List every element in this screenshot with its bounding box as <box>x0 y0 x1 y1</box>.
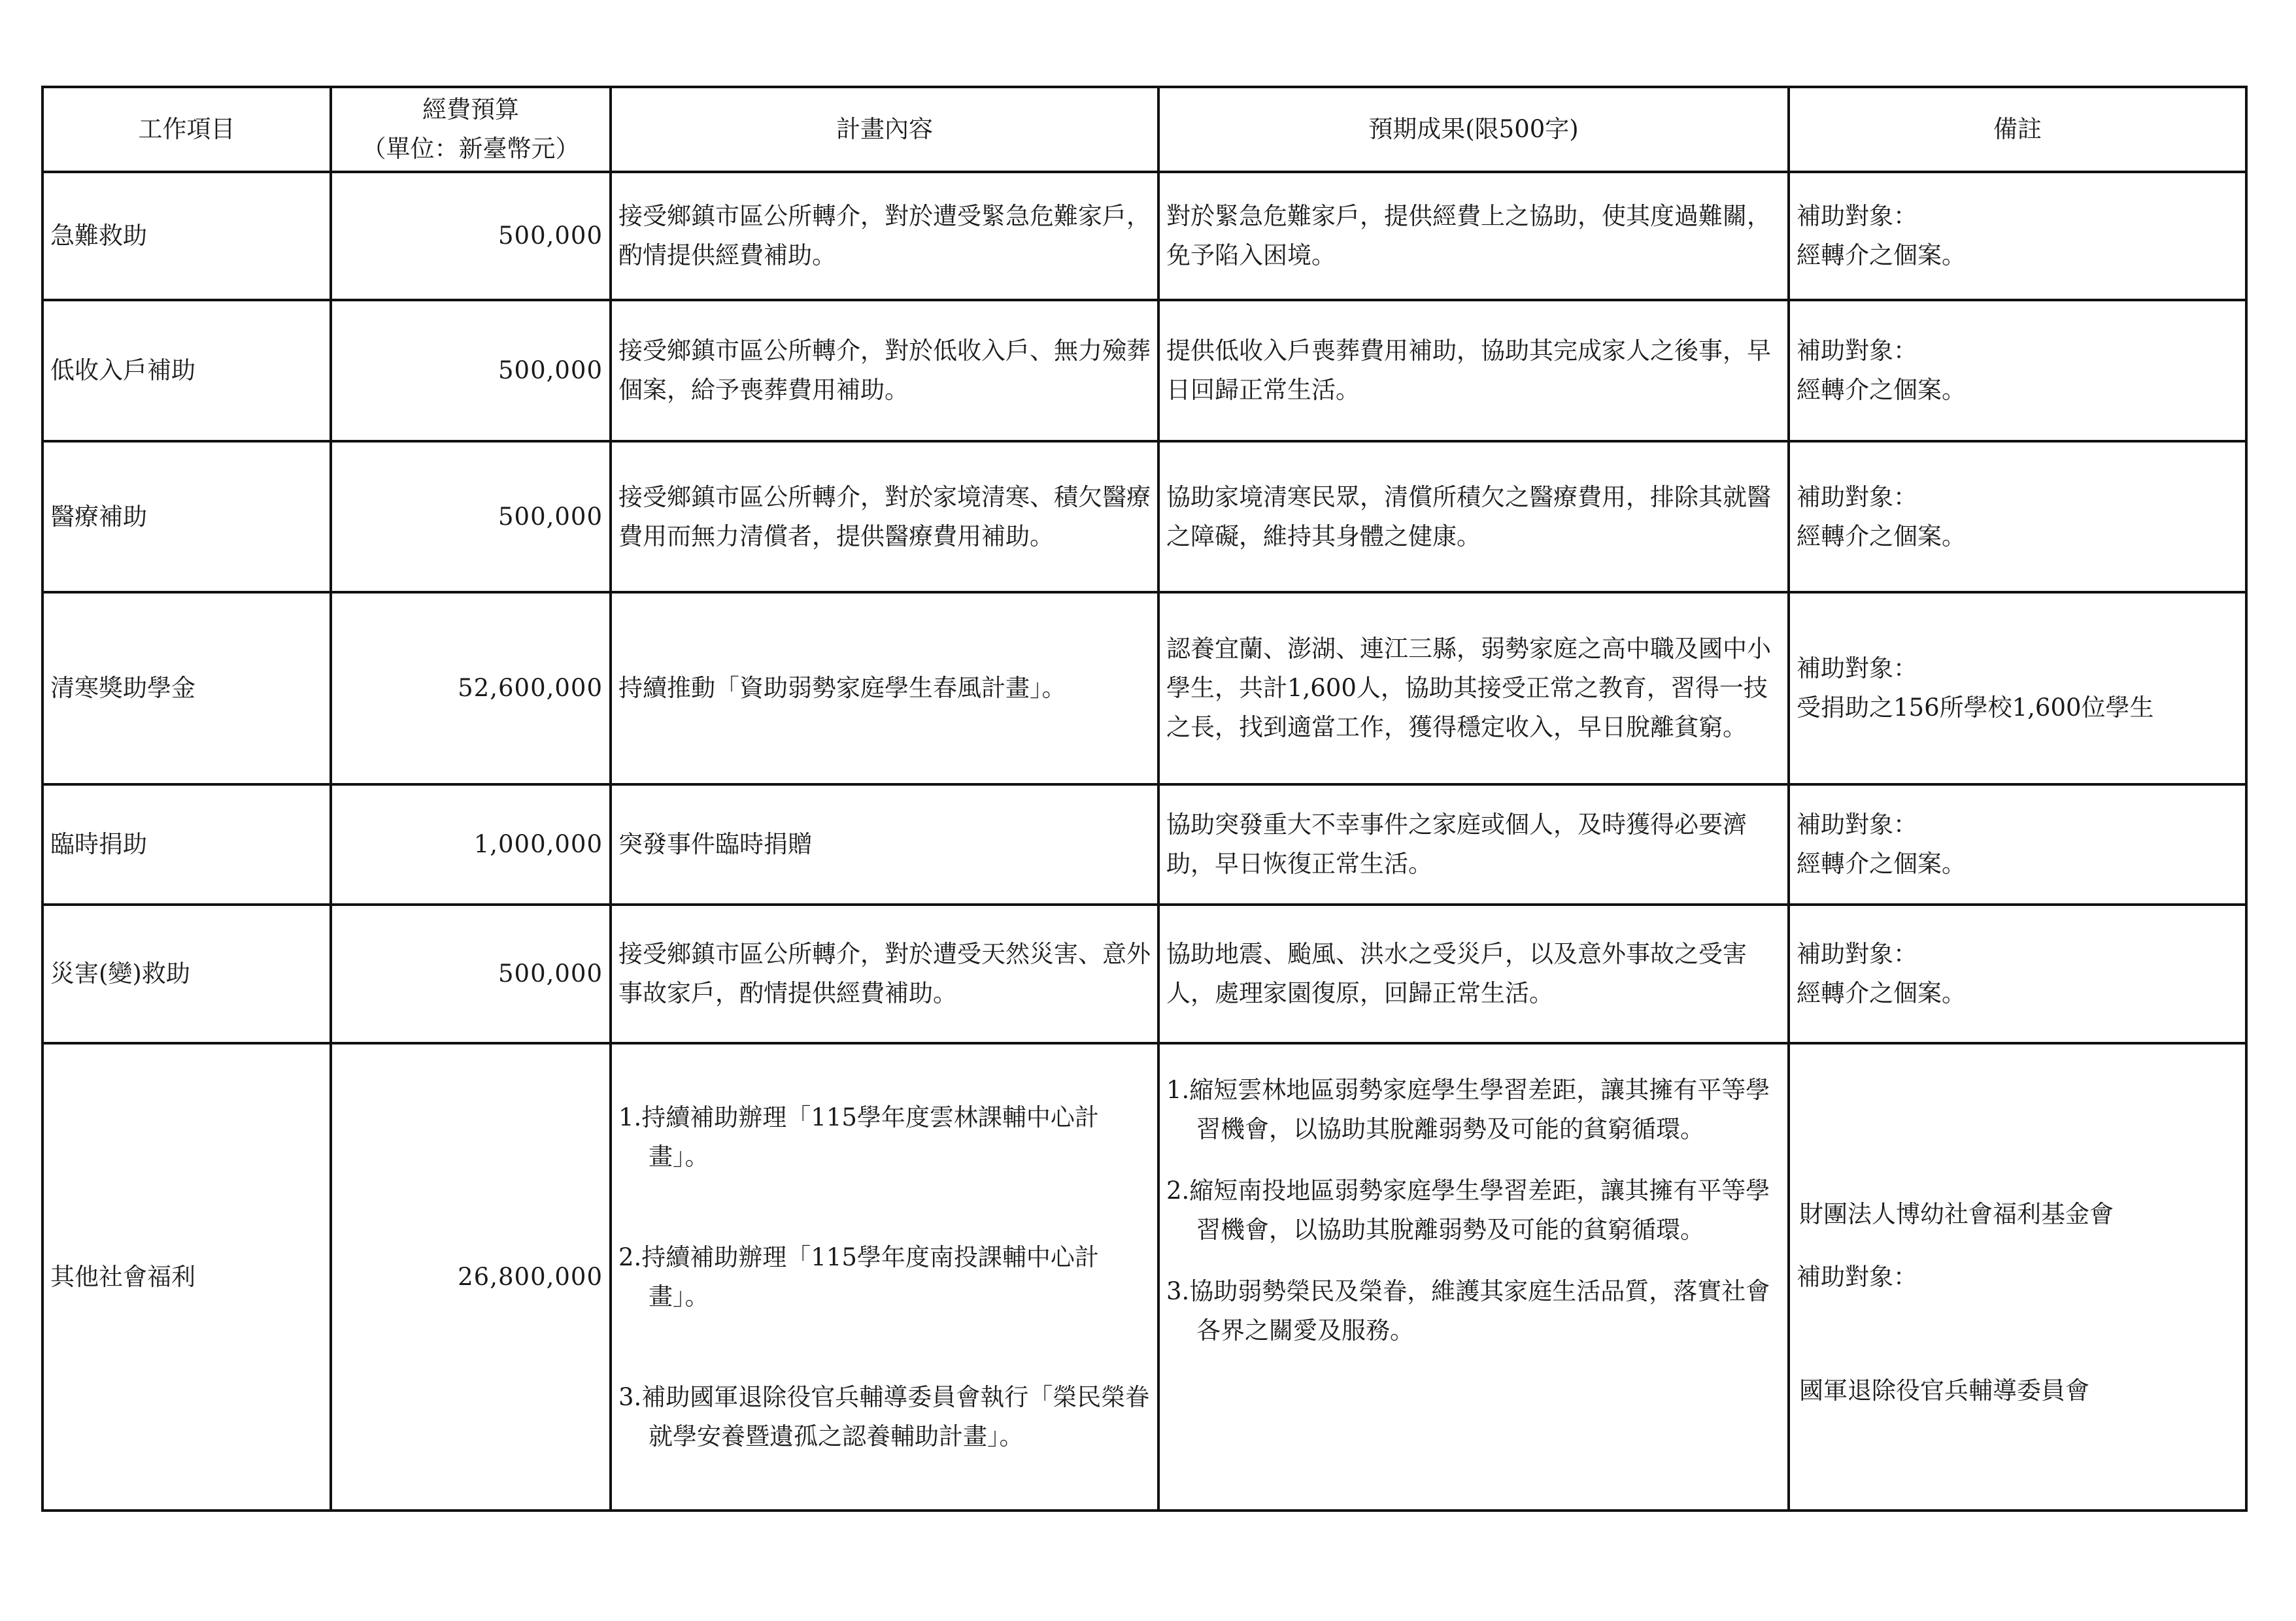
table-row <box>42 592 2246 784</box>
header-plan: 計畫內容 <box>611 87 1158 172</box>
outcome-cell: 對於緊急危難家戶，提供經費上之協助，使其度過難關，免予陷入困境。 <box>1158 172 1789 300</box>
table-row <box>42 905 2246 1043</box>
table-row-other-welfare <box>42 1043 2246 1511</box>
remark-label: 補助對象： <box>1797 940 1917 968</box>
remark-value: 經轉介之個案。 <box>1797 241 1966 269</box>
plan-cell: 突發事件臨時捐贈 <box>611 784 1158 905</box>
table-row <box>42 300 2246 441</box>
budget-cell: 52,600,000 <box>331 592 611 784</box>
outcome-cell: 認養宜蘭、澎湖、連江三縣，弱勢家庭之高中職及國中小學生，共計1,600人，協助其接受正常之教育，習得一技之長，找到適當工作，獲得穩定收入，早日脫離貧窮。 <box>1158 592 1789 784</box>
outcome-list-item: 1.縮短雲林地區弱勢家庭學生學習差距，讓其擁有平等學習機會，以協助其脫離弱勢及可能的貧窮循環。 <box>1166 1076 1770 1143</box>
item-cell: 急難救助 <box>42 172 331 300</box>
header-budget <box>331 87 611 172</box>
spacer <box>618 1177 1151 1238</box>
outcome-list-item: 3.協助弱勢榮民及榮眷，維護其家庭生活品質，落實社會各界之關愛及服務。 <box>1166 1277 1770 1345</box>
budget-cell: 26,800,000 <box>331 1043 611 1511</box>
plan-list <box>618 1098 1151 1456</box>
remark-cell <box>1789 905 2246 1043</box>
remark-label: 補助對象： <box>1797 1262 1917 1291</box>
outcome-list-item: 2.縮短南投地區弱勢家庭學生學習差距，讓其擁有平等學習機會，以協助其脫離弱勢及可能的貧窮循環。 <box>1166 1177 1770 1244</box>
plan-cell: 接受鄉鎮市區公所轉介，對於家境清寒、積欠醫療費用而無力清償者，提供醫療費用補助。 <box>611 441 1158 592</box>
item-cell: 臨時捐助 <box>42 784 331 905</box>
remark-cell <box>1789 1043 2246 1511</box>
remark-org: 國軍退除役官兵輔導委員會 <box>1799 1377 2089 1405</box>
remark-cell <box>1789 300 2246 441</box>
remark-cell <box>1789 172 2246 300</box>
remark-value: 經轉介之個案。 <box>1797 979 1966 1007</box>
remark-label: 補助對象： <box>1797 811 1917 839</box>
budget-cell: 500,000 <box>331 172 611 300</box>
remark-org: 財團法人博幼社會福利基金會 <box>1799 1200 2114 1228</box>
item-cell: 災害(變)救助 <box>42 905 331 1043</box>
remark-label: 補助對象： <box>1797 202 1917 230</box>
header-item: 工作項目 <box>42 87 331 172</box>
outcome-cell: 協助家境清寒民眾，清償所積欠之醫療費用，排除其就醫之障礙，維持其身體之健康。 <box>1158 441 1789 592</box>
outcome-cell: 提供低收入戶喪葬費用補助，協助其完成家人之後事，早日回歸正常生活。 <box>1158 300 1789 441</box>
budget-cell: 500,000 <box>331 300 611 441</box>
budget-table <box>41 86 2248 1512</box>
header-remark: 備註 <box>1789 87 2246 172</box>
plan-cell: 持續推動「資助弱勢家庭學生春風計畫」。 <box>611 592 1158 784</box>
header-row <box>42 87 2246 172</box>
item-cell: 醫療補助 <box>42 441 331 592</box>
item-cell: 清寒獎助學金 <box>42 592 331 784</box>
remark-label: 補助對象： <box>1797 654 1917 682</box>
spacer <box>618 1316 1151 1378</box>
plan-list-item: 2.持續補助辦理「115學年度南投課輔中心計畫」。 <box>618 1243 1099 1311</box>
plan-cell: 接受鄉鎮市區公所轉介，對於遭受天然災害、意外事故家戶，酌情提供經費補助。 <box>611 905 1158 1043</box>
outcome-cell <box>1158 1043 1789 1511</box>
remark-value: 經轉介之個案。 <box>1797 376 1966 404</box>
budget-cell: 500,000 <box>331 905 611 1043</box>
budget-cell: 500,000 <box>331 441 611 592</box>
plan-list-item: 1.持續補助辦理「115學年度雲林課輔中心計畫」。 <box>618 1103 1099 1171</box>
plan-list-item: 3.補助國軍退除役官兵輔導委員會執行「榮民榮眷就學安養暨遺孤之認養輔助計畫」。 <box>618 1382 1150 1450</box>
plan-cell: 接受鄉鎮市區公所轉介，對於低收入戶、無力殮葬個案，給予喪葬費用補助。 <box>611 300 1158 441</box>
header-budget-line2: （單位：新臺幣元） <box>362 135 580 163</box>
remark-label: 補助對象： <box>1797 337 1917 365</box>
plan-cell <box>611 1043 1158 1511</box>
remark-cell <box>1789 784 2246 905</box>
budget-cell: 1,000,000 <box>331 784 611 905</box>
plan-cell: 接受鄉鎮市區公所轉介，對於遭受緊急危難家戶，酌情提供經費補助。 <box>611 172 1158 300</box>
remark-label: 補助對象： <box>1797 482 1917 511</box>
item-cell: 低收入戶補助 <box>42 300 331 441</box>
header-budget-line1: 經費預算 <box>422 95 519 124</box>
header-outcome: 預期成果(限500字) <box>1158 87 1789 172</box>
outcome-list <box>1166 1071 1781 1350</box>
spacer <box>1166 1149 1781 1171</box>
outcome-cell: 協助地震、颱風、洪水之受災戶，以及意外事故之受害人，處理家園復原，回歸正常生活。 <box>1158 905 1789 1043</box>
remark-cell <box>1789 592 2246 784</box>
table-row <box>42 172 2246 300</box>
remark-value: 經轉介之個案。 <box>1797 850 1966 878</box>
item-cell: 其他社會福利 <box>42 1043 331 1511</box>
table-row <box>42 784 2246 905</box>
spacer <box>1166 1250 1781 1272</box>
remark-value: 經轉介之個案。 <box>1797 522 1966 550</box>
remark-value: 受捐助之156所學校1,600位學生 <box>1797 694 2154 722</box>
outcome-cell: 協助突發重大不幸事件之家庭或個人，及時獲得必要濟助，早日恢復正常生活。 <box>1158 784 1789 905</box>
remark-cell <box>1789 441 2246 592</box>
table-row <box>42 441 2246 592</box>
